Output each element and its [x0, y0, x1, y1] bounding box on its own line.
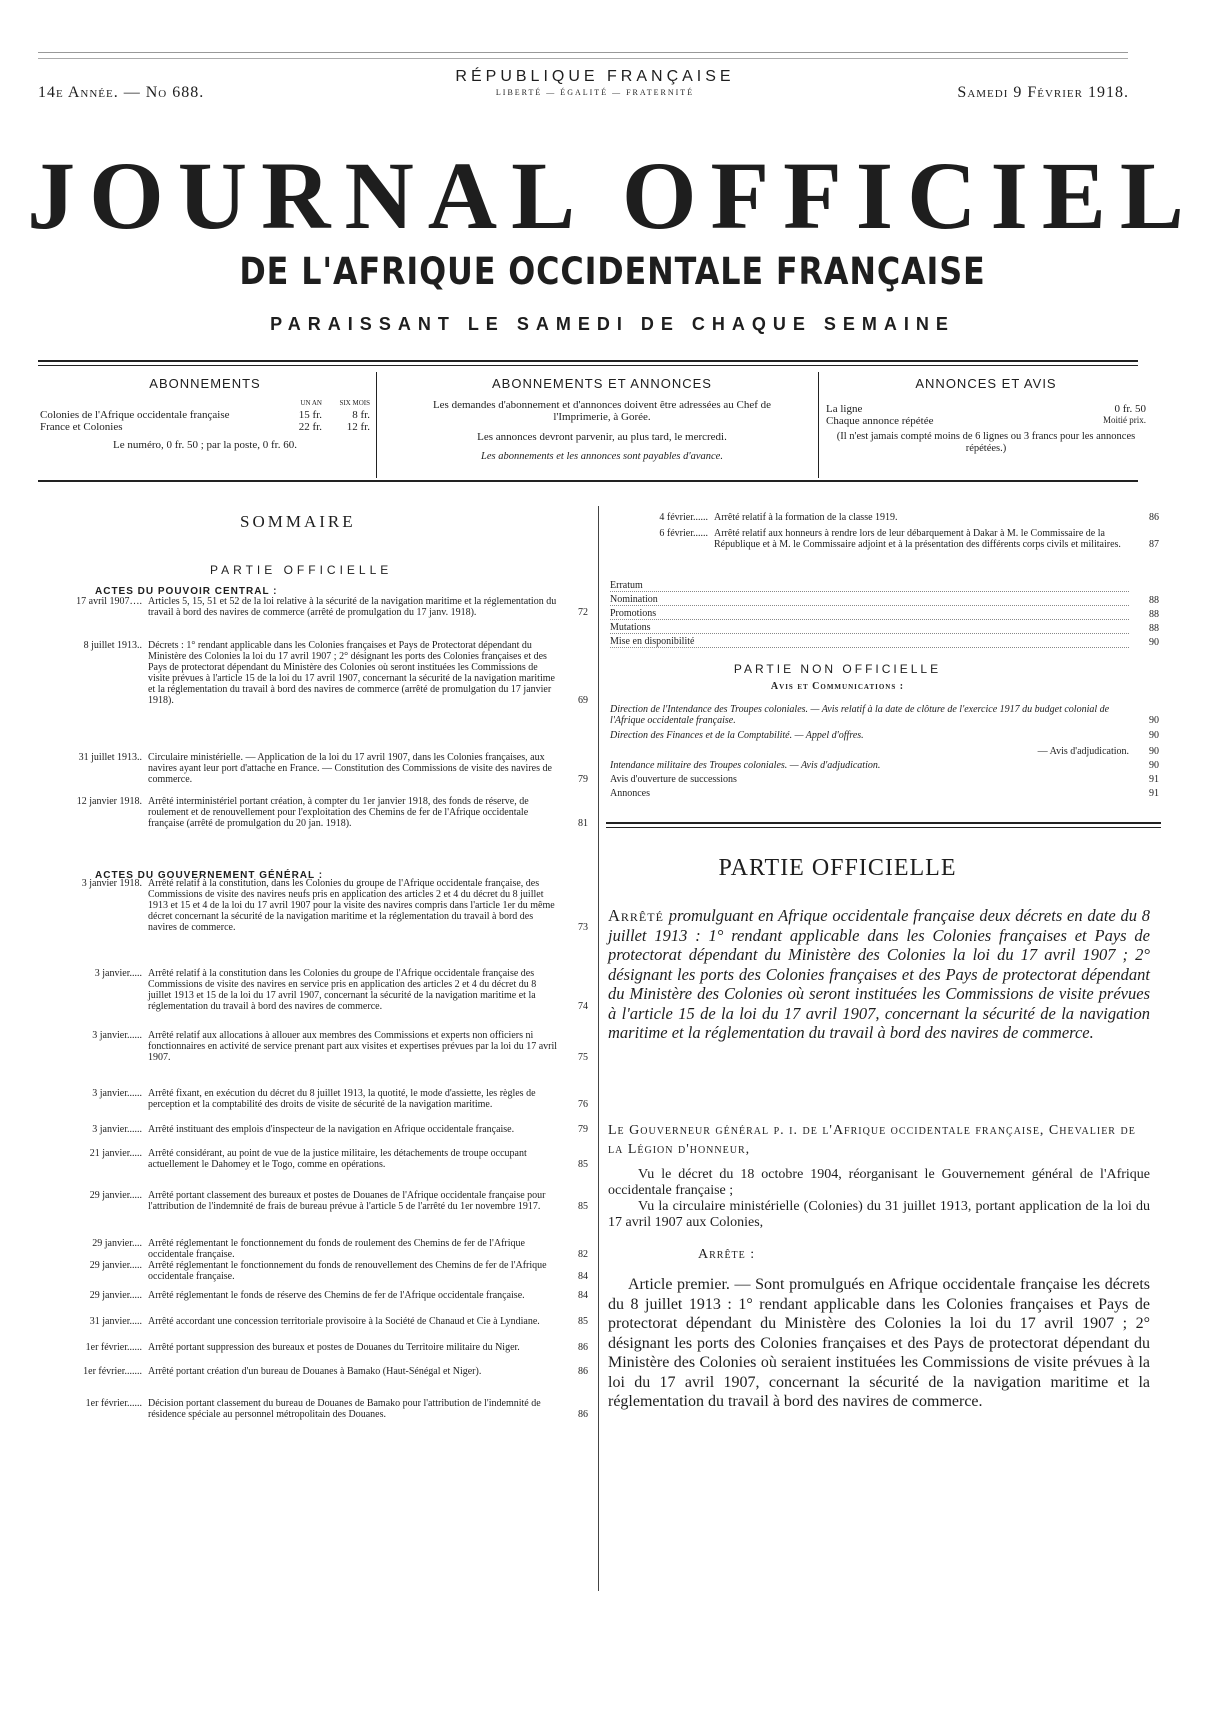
- sommaire-item-text: Arrêté interministériel portant création, à compter du 1er janvier 1918, des fonds de réserve, de roulement et de renouvellement pour l'exploitation des Chemins de fer de l'Afrique occidentale française (arrêté de promulgation du 20 jan. 1918).: [148, 796, 529, 829]
- sommaire-item-date: 29 janvier....: [92, 1238, 142, 1249]
- sommaire-item: [40, 596, 588, 618]
- sub-row2-six: 12 fr.: [346, 421, 370, 433]
- sommaire-item-page: 74: [578, 1001, 588, 1012]
- sommaire-item-date: 1er février.......: [83, 1366, 142, 1377]
- sommaire-item-page: 75: [578, 1052, 588, 1063]
- arrete-summary: [608, 906, 1150, 1043]
- sommaire-item: [40, 1316, 588, 1327]
- avis-item-text: Annonces: [610, 788, 650, 799]
- sommaire-simple-text: Promotions: [610, 608, 1129, 620]
- sommaire-right-item: [604, 528, 1159, 550]
- gouverneur-block: [608, 1121, 1150, 1264]
- annonces-note: (Il n'est jamais compté moins de 6 lignes ou 3 francs pour les annonces répétées.): [836, 431, 1136, 454]
- avis-item-text: Direction des Finances et de la Comptabilité. — Appel d'offres.: [610, 730, 864, 741]
- sommaire-item: [40, 752, 588, 785]
- sommaire-item: [40, 1366, 588, 1377]
- sommaire-item-page: 85: [578, 1159, 588, 1170]
- sommaire-item: [40, 1148, 588, 1170]
- avis-item: [610, 788, 1159, 799]
- sommaire-item-page: 69: [578, 695, 588, 706]
- sommaire-item-text: Décrets : 1° rendant applicable dans les Colonies françaises et Pays de Protectorat dépendant du Ministère des Colonies la loi du 17 avril 1907 ; 2° désignant les ports des Colonies françaises et des Pays de protectorat dépendant du Ministère des Colonies où seront instituées les Commissions de visite prévues à l'article 15 de la loi du 17 avril 1907, concernant la sécurité de la navigation maritime et la réglementation du travail à bord des navires de commerce (arrêté de promulgation du 17 janvier 1918).: [148, 640, 555, 706]
- sommaire-item-page: 76: [578, 1099, 588, 1110]
- repetee-label: Chaque annonce répétée: [826, 415, 934, 427]
- box-divider-2: [818, 372, 819, 478]
- right-rule-1: [606, 822, 1161, 824]
- sommaire-simple-text: Mise en disponibilité: [610, 636, 1129, 648]
- republique-text: RÉPUBLIQUE FRANÇAISE: [455, 68, 735, 85]
- sommaire-item-page: 84: [578, 1290, 588, 1301]
- sommaire-simple-text: Mutations: [610, 622, 1129, 634]
- avis-heading: Avis et Communications :: [770, 681, 905, 692]
- sommaire-item-date: 31 juillet 1913..: [78, 752, 142, 763]
- avis-item-page: 90: [1149, 715, 1159, 726]
- republic-heading: [430, 68, 760, 97]
- sommaire-title: SOMMAIRE: [240, 512, 356, 531]
- sommaire-simple-page: 88: [1149, 609, 1159, 620]
- avis-item-page: 90: [1149, 746, 1159, 757]
- issue-date: Samedi 9 Février 1918.: [957, 84, 1129, 101]
- sommaire-item-text: Arrêté accordant une concession territoriale provisoire à la Société de Chanaud et Cie à Lyndiane.: [148, 1316, 540, 1327]
- sommaire-simple-text: Nomination: [610, 594, 1129, 606]
- sommaire-item-date: 21 janvier.....: [89, 1148, 142, 1159]
- vu-1: Vu le décret du 18 octobre 1904, réorganisant le Gouvernement général de l'Afrique occidentale française ;: [608, 1167, 1150, 1198]
- sommaire-item-text: Arrêté portant création d'un bureau de Douanes à Bamako (Haut-Sénégal et Niger).: [148, 1366, 482, 1377]
- sommaire-item-page: 85: [578, 1201, 588, 1212]
- avis-item-text: Avis d'ouverture de successions: [610, 774, 737, 785]
- abonnements-annonces-box: [392, 376, 812, 462]
- sommaire-item: [40, 1124, 588, 1135]
- sommaire-item-date: 3 janvier.....: [94, 968, 142, 979]
- sommaire-item-date: 1er février......: [85, 1342, 142, 1353]
- numero-price: Le numéro, 0 fr. 50 ; par la poste, 0 fr. 60.: [113, 439, 297, 451]
- abonnements-box: [40, 376, 370, 451]
- sommaire-item-date: 3 janvier......: [92, 1088, 142, 1099]
- sommaire-item-text: Arrêté portant classement des bureaux et postes de Douanes de l'Afrique occidentale française pour l'attribution de l'indemnité de frais de bureau prévue à l'article 5 de l'arrêté du 1er novembre 1917.: [148, 1190, 546, 1212]
- annonces-avis-box: [826, 376, 1146, 455]
- sommaire-simple-item: [610, 622, 1159, 634]
- header-rule: [38, 360, 1138, 362]
- avis-item-page: 90: [1149, 730, 1159, 741]
- sommaire-item-page: 81: [578, 818, 588, 829]
- sommaire-simple-item: [610, 580, 1159, 592]
- column-divider: [598, 506, 599, 1591]
- sommaire-item-text: Arrêté réglementant le fonds de réserve des Chemins de fer de l'Afrique occidentale française.: [148, 1290, 525, 1301]
- sub-row1-label: Colonies de l'Afrique occidentale française: [40, 409, 230, 421]
- sommaire-item: [40, 1190, 588, 1212]
- sommaire-item: [40, 968, 588, 1012]
- sommaire-item-date: 3 janvier......: [92, 1030, 142, 1041]
- sommaire-right-item-date: 6 février......: [659, 528, 708, 539]
- publication-frequency: PARAISSANT LE SAMEDI DE CHAQUE SEMAINE: [270, 314, 955, 334]
- sommaire-item-text: Arrêté fixant, en exécution du décret du 8 juillet 1913, la quotité, le mode d'assiette, les règles de perception et la comptabilité des droits de visite de sécurité de la navigation maritime.: [148, 1088, 536, 1110]
- sommaire-item-text: Arrêté relatif à la constitution, dans les Colonies du groupe de l'Afrique occidentale française, des Commissions de visite des navires neufs pris en application des articles 2 et 4 du décret du 8 juillet 1913 et 15 et 4 de la loi du 17 avril 1907 pour la visite des navires compris dans l'article 1er du même décret concernant la sécurité de la navigation maritime et la réglementation du travail à bord des navires de commerce.: [148, 878, 555, 933]
- sommaire-item-page: 73: [578, 922, 588, 933]
- boxes-bottom-rule: [38, 480, 1138, 482]
- ab-an-line2: Les annonces devront parvenir, au plus tard, le mercredi.: [477, 431, 727, 443]
- sommaire-item-date: 8 juillet 1913..: [83, 640, 142, 651]
- ab-an-line3: Les abonnements et les annonces sont payables d'avance.: [481, 451, 723, 462]
- sommaire-simple-page: 90: [1149, 637, 1159, 648]
- sommaire-item-text: Arrêté réglementant le fonctionnement du fonds de renouvellement des Chemins de fer de l'Afrique occidentale française.: [148, 1260, 547, 1282]
- sommaire-item-date: 17 avril 1907….: [76, 596, 142, 607]
- right-rule-2: [606, 827, 1161, 828]
- sommaire-item-text: Circulaire ministérielle. — Application de la loi du 17 avril 1907, dans les Colonies françaises, aux navires ayant leur port d'attache en France. — Constitution des Commissions de visite des navires de commerce.: [148, 752, 552, 785]
- repetee-value: Moitié prix.: [1103, 415, 1146, 425]
- avis-item: [610, 774, 1159, 785]
- sub-row1-an: 15 fr.: [298, 409, 322, 421]
- gouverneur-text: Le Gouverneur général p. i. de l'Afrique occidentale française, Chevalier de la Légion d'honneur,: [608, 1123, 1136, 1157]
- abonnements-heading: ABONNEMENTS: [149, 376, 261, 391]
- issue-number: 14e Année. — No 688.: [38, 84, 205, 101]
- partie-non-officielle-heading: PARTIE NON OFFICIELLE: [733, 662, 942, 676]
- sommaire-item-date: 3 janvier 1918.: [81, 878, 142, 889]
- arrete-label: Arrêté: [608, 906, 664, 925]
- sommaire-item-text: Arrêté relatif aux allocations à allouer aux membres des Commissions et experts non officiers ni fonctionnaires en activité de service prenant part aux visites et expertises prévues par la loi du 17 avril 1907.: [148, 1030, 558, 1063]
- sommaire-right-item-date: 4 février......: [659, 512, 708, 523]
- sub-row2-an: 22 fr.: [298, 421, 322, 433]
- avis-item-text: Intendance militaire des Troupes coloniales. — Avis d'adjudication.: [610, 760, 881, 771]
- avis-item-page: 91: [1149, 774, 1159, 785]
- avis-item: [610, 704, 1159, 726]
- devise-text: LIBERTÉ — ÉGALITÉ — FRATERNITÉ: [495, 88, 695, 97]
- header-rule-thin: [38, 365, 1138, 366]
- annonces-heading: ANNONCES ET AVIS: [915, 376, 1057, 391]
- sommaire-item: [40, 878, 588, 933]
- sommaire-item: [40, 1238, 588, 1260]
- avis-item-text: Direction de l'Intendance des Troupes coloniales. — Avis relatif à la date de clôture de l'exercice 1917 du budget colonial de l'Afrique occidentale française.: [610, 704, 1110, 726]
- vu-2: Vu la circulaire ministérielle (Colonies) du 31 juillet 1913, portant application de la loi du 17 avril 1907 aux Colonies,: [608, 1199, 1150, 1230]
- sommaire-partie-officielle: PARTIE OFFICIELLE: [210, 563, 393, 577]
- sommaire-item-date: 29 janvier.....: [89, 1260, 142, 1271]
- sommaire-item-date: 3 janvier......: [92, 1124, 142, 1135]
- sommaire-item-text: Arrêté instituant des emplois d'inspecteur de la navigation en Afrique occidentale française.: [148, 1124, 515, 1135]
- sommaire-right-item: [604, 512, 1159, 523]
- ab-an-heading: ABONNEMENTS ET ANNONCES: [492, 376, 712, 391]
- sommaire-item-date: 29 janvier.....: [89, 1290, 142, 1301]
- sommaire-item-page: 79: [578, 774, 588, 785]
- sommaire-item-page: 82: [578, 1249, 588, 1260]
- sommaire-item-page: 86: [578, 1342, 588, 1353]
- sommaire-item-text: Arrêté considérant, au point de vue de la justice militaire, les détachements de troupe occupant actuellement le Dahomey et le Togo, comme en opérations.: [148, 1148, 527, 1170]
- sommaire-item-text: Arrêté relatif à la constitution dans les Colonies du groupe de l'Afrique occidentale française des Commissions de visite des navires en service pris en application des articles 2 et 4 du décret du 8 juillet 1913 et 15 de la loi du 17 avril 1907, concernant la sécurité de la navigation maritime et la réglementation du travail à bord des navires de commerce.: [148, 968, 537, 1012]
- sommaire-item: [40, 1088, 588, 1110]
- sub-row2-label: France et Colonies: [40, 421, 123, 433]
- ligne-label: La ligne: [826, 403, 863, 415]
- journal-title: JOURNAL OFFICIEL: [27, 142, 1198, 249]
- section-gouvernement-general: ACTES DU GOUVERNEMENT GÉNÉRAL :: [95, 870, 324, 881]
- sommaire-item-date: 1er février......: [85, 1398, 142, 1409]
- sommaire-item: [40, 1260, 588, 1282]
- box-divider-1: [376, 372, 377, 478]
- sommaire-item: [40, 1342, 588, 1353]
- journal-subtitle: DE L'AFRIQUE OCCIDENTALE FRANÇAISE: [239, 250, 986, 293]
- avis-item-page: 90: [1149, 760, 1159, 771]
- sommaire-simple-page: 88: [1149, 623, 1159, 634]
- article-premier: Article premier. — Sont promulgués en Afrique occidentale française les décrets du 8 juillet 1913 : 1° rendant applicable dans les Colonies françaises et Pays de protectorat dépendant du Ministère des Colonies la loi du 17 avril 1907 ; 2° désignant les ports des Colonies françaises et des Pays de protectorat dépendant du Ministère des Colonies où seraient instituées les Commissions de visite prévues à la loi du 17 avril 1907, concernant la sécurité de la navigation maritime et la réglementation du travail à bord des navires de commerce.: [608, 1276, 1150, 1410]
- sommaire-simple-item: [610, 608, 1159, 620]
- partie-officielle-heading: PARTIE OFFICIELLE: [718, 855, 957, 881]
- sommaire-item-page: 72: [578, 607, 588, 618]
- sommaire-item-text: Arrêté réglementant le fonctionnement du fonds de roulement des Chemins de fer de l'Afrique occidentale française.: [148, 1238, 525, 1260]
- sommaire-right-item-text: Arrêté relatif aux honneurs à rendre lors de leur débarquement à Dakar à M. le Commissaire de la République et à M. le Commissaire adjoint et à la présentation des différents corps civils et militaires.: [714, 528, 1121, 550]
- sommaire-item-date: 29 janvier.....: [89, 1190, 142, 1201]
- sommaire-right-item-page: 86: [1149, 512, 1159, 523]
- avis-item-text: — Avis d'adjudication.: [1037, 746, 1129, 757]
- avis-item-page: 91: [1149, 788, 1159, 799]
- ligne-value: 0 fr. 50: [1114, 403, 1146, 415]
- arrete-decision: Arrête :: [698, 1247, 756, 1262]
- sommaire-item-text: Articles 5, 15, 51 et 52 de la loi relative à la sécurité de la navigation maritime et la réglementation du travail à bord des navires de commerce (arrêté de promulgation du 17 janv. 1918).: [148, 596, 557, 618]
- sommaire-simple-item: [610, 636, 1159, 648]
- sommaire-simple-text: Erratum: [610, 580, 1129, 592]
- sommaire-item-page: 86: [578, 1409, 588, 1420]
- avis-item: [610, 760, 1159, 771]
- avis-item: [610, 746, 1159, 757]
- arrete-text: promulguant en Afrique occidentale française deux décrets en date du 8 juillet 1913 : 1° rendant applicable dans les Colonies françaises et Pays de protectorat dépendant du Ministère des Colonies la loi du 17 avril 1907 ; 2° désignant les ports des Colonies françaises et des Pays de protectorat dépendant du Ministère des Colonies où seront instituées les Commissions de visite prévues à l'article 15 de la loi du 17 avril 1907, concernant la sécurité de la navigation maritime et la réglementation du travail à bord des navires de commerce.: [608, 906, 1151, 1042]
- sommaire-item: [40, 796, 588, 829]
- sommaire-item: [40, 1030, 588, 1063]
- sommaire-item-date: 12 janvier 1918.: [76, 796, 142, 807]
- sommaire-item-page: 84: [578, 1271, 588, 1282]
- avis-item: [610, 730, 1159, 741]
- sommaire-item-page: 85: [578, 1316, 588, 1327]
- sommaire-item-text: Décision portant classement du bureau de Douanes de Bamako pour l'attribution de l'indemnité de résidence spéciale au personnel métropolitain des Douanes.: [148, 1398, 541, 1420]
- section-pouvoir-central: ACTES DU POUVOIR CENTRAL :: [95, 586, 278, 597]
- sommaire-right-item-text: Arrêté relatif à la formation de la classe 1919.: [714, 512, 898, 523]
- sommaire-right-item-page: 87: [1149, 539, 1159, 550]
- sommaire-simple-page: 88: [1149, 595, 1159, 606]
- sub-row1-six: 8 fr.: [352, 409, 370, 421]
- sommaire-item-text: Arrêté portant suppression des bureaux et postes de Douanes du Territoire militaire du Niger.: [148, 1342, 520, 1353]
- sommaire-item-page: 86: [578, 1366, 588, 1377]
- ab-an-line1: Les demandes d'abonnement et d'annonces doivent être adressées au Chef de l'Imprimerie, à Gorée.: [432, 399, 772, 423]
- sommaire-item: [40, 1398, 588, 1420]
- sommaire-item-page: 79: [578, 1124, 588, 1135]
- sommaire-item-date: 31 janvier.....: [89, 1316, 142, 1327]
- col-un-an: UN AN: [300, 399, 322, 407]
- sommaire-simple-item: [610, 594, 1159, 606]
- sommaire-item: [40, 640, 588, 706]
- col-six-mois: SIX MOIS: [339, 399, 370, 407]
- sommaire-item: [40, 1290, 588, 1301]
